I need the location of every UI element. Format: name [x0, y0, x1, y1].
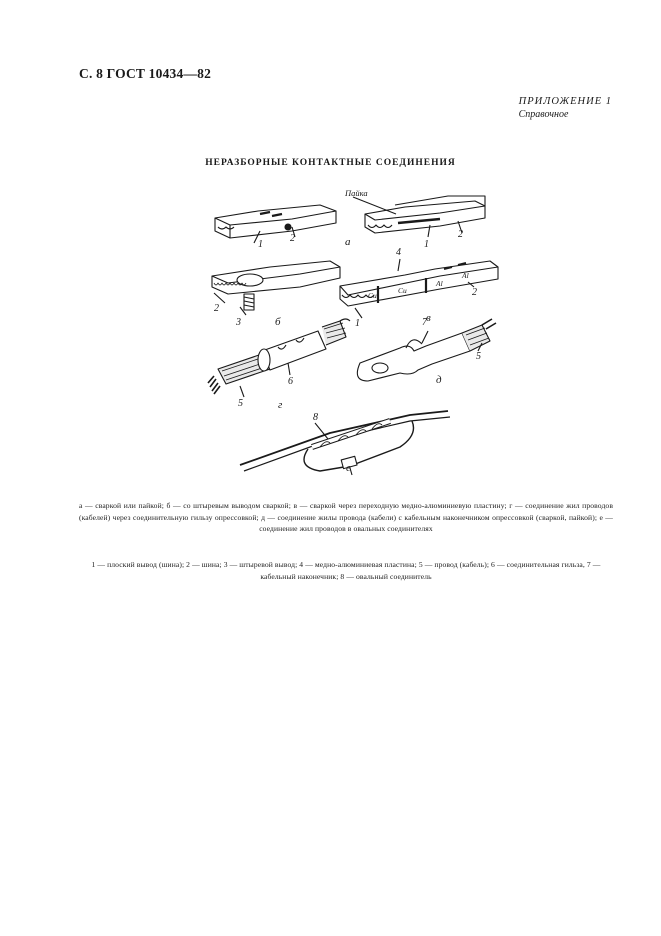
sub-d-lug-drawing [357, 319, 496, 381]
subfigure-v-label: в [426, 312, 431, 324]
callout-7-d: 7 [422, 317, 427, 328]
subfigure-d-label: д [436, 374, 442, 386]
sub-e-oval-drawing [240, 411, 450, 475]
appendix-label-block [519, 95, 612, 121]
callout-1-a-right: 1 [424, 239, 429, 250]
callout-8-e: 8 [313, 412, 318, 423]
callout-cu-1: Cu [368, 291, 377, 300]
sub-g-sleeve-drawing [208, 319, 350, 397]
figure-title: НЕРАЗБОРНЫЕ КОНТАКТНЫЕ СОЕДИНЕНИЯ [205, 158, 456, 168]
sub-a-weld-drawing [215, 205, 336, 243]
callout-solder: Пайка [345, 188, 368, 198]
subfigure-b-label: б [275, 316, 281, 328]
appendix-type: Справочное [518, 109, 569, 120]
sub-b-stud-drawing [212, 261, 340, 315]
figure-legend: 1 — плоский вывод (шина); 2 — шина; 3 — штыревой вывод; 4 — медно-алюминиевая пластина; 5 — провод (кабель); 6 — соединительная гильза, 7 — кабельный наконечник; 8 — овальный соединитель [91, 560, 601, 581]
connections-drawing [200, 183, 510, 483]
callout-cu-2: Cu [398, 286, 407, 295]
callout-2-a-left: 2 [290, 233, 295, 244]
callout-1-a-left: 1 [258, 239, 263, 250]
callout-4-v: 4 [396, 247, 401, 258]
callout-2-v: 2 [472, 287, 477, 298]
subfigure-a-label: а [345, 236, 351, 248]
callout-al-2: Al [462, 271, 469, 280]
callout-3-b: 3 [236, 317, 241, 328]
sub-a-solder-drawing [353, 196, 485, 237]
subfigure-g-label: г [278, 399, 283, 411]
callout-al-1: Al [436, 279, 443, 288]
callout-2-a-right: 2 [458, 229, 463, 240]
connections-figure [200, 183, 510, 483]
callout-2-b: 2 [214, 303, 219, 314]
figure-caption: а — сваркой или пайкой; б — со штыревым выводом сваркой; в — сваркой через переходную медно-алюминиевую пластину; г — соединение жил проводов (кабелей) через соединительную гильзу опрессовкой; д — соединение жилы провода (кабели) с кабельным наконечником опрессовкой (сваркой, пайкой); е — соединение жил проводов в овальных соединителях [79, 501, 613, 533]
callout-5-g: 5 [238, 398, 243, 409]
subfigure-e-label: е [346, 462, 351, 474]
callout-5-d: 5 [476, 351, 481, 362]
page-header: С. 8 ГОСТ 10434—82 [79, 66, 212, 81]
appendix-label: ПРИЛОЖЕНИЕ 1 [518, 96, 612, 107]
callout-1-v: 1 [355, 318, 360, 329]
callout-6-g: 6 [288, 376, 293, 387]
